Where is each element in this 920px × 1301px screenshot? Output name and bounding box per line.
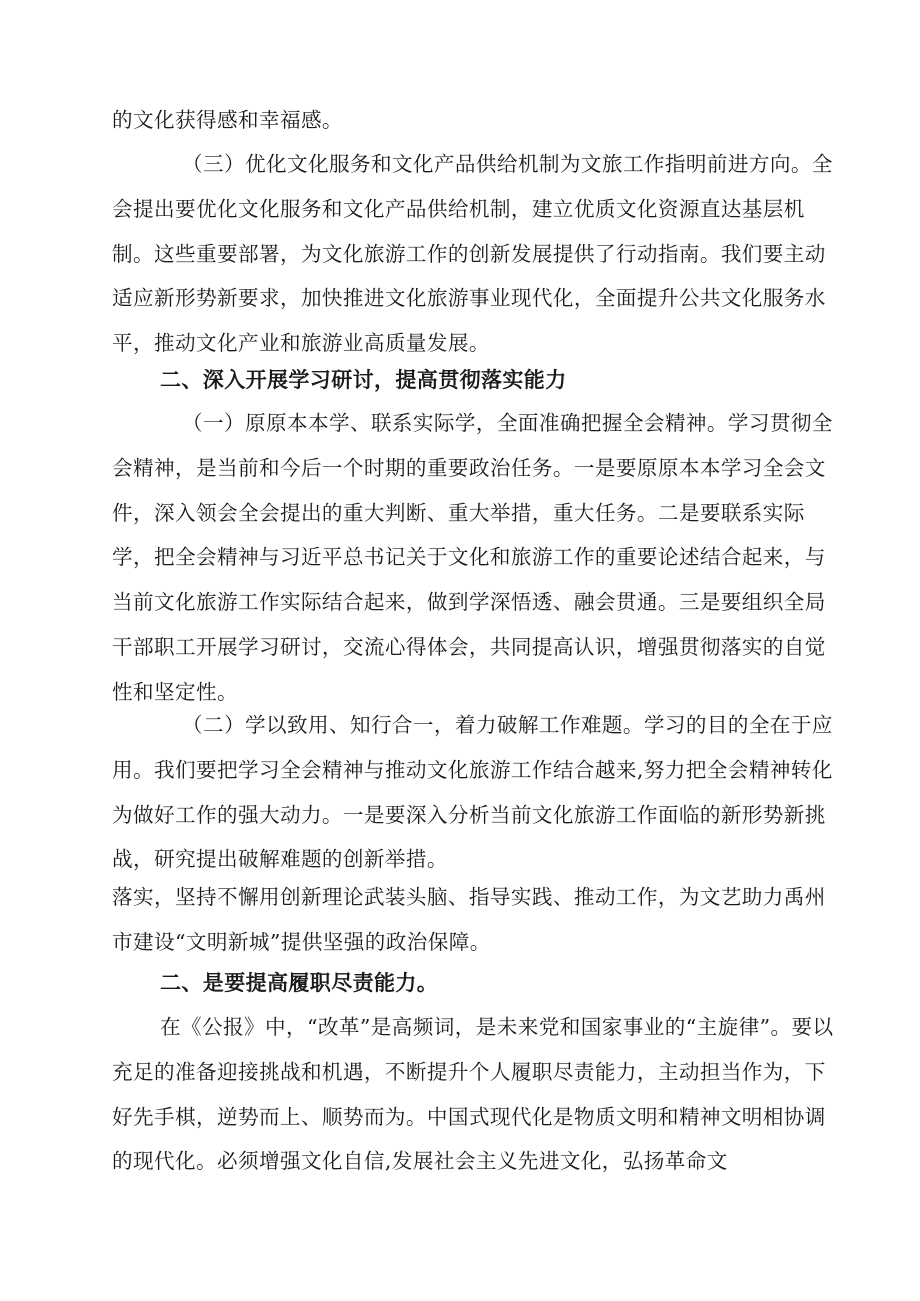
paragraph-subsection-2: （二）学以致用、知行合一，着力破解工作难题。学习的目的全在于应用。我们要把学习全会精神与推动文化旅游工作结合越来,努力把全会精神转化为做好工作的强大动力。一是要深入分析当前文化旅游工作面临的新形势新挑战，研究提出破解难题的创新举措。 — [112, 713, 833, 872]
paragraph-implementation: 落实，坚持不懈用创新理论武装头脑、指导实践、推动工作，为文艺助力禹州市建设“文明新城”提供坚强的政治保障。 — [112, 885, 826, 954]
section-heading-duty: 二、是要提高履职尽责能力。 — [160, 971, 439, 995]
paragraph-subsection-1: （一）原原本本学、联系实际学，全面准确把握全会精神。学习贯彻全会精神，是当前和今后一个时期的重要政治任务。一是要原原本本学习全会文件，深入领会全会提出的重大判断、重大举措，重大任务。二是要联系实际学，把全会精神与习近平总书记关于文化和旅游工作的重要论述结合起来，与当前文化旅游工作实际结合起来，做到学深悟透、融会贯通。三是要组织全局干部职工开展学习研讨，交流心得体会，共同提高认识，增强贯彻落实的自觉性和坚定性。 — [112, 411, 833, 704]
paragraph-continuation: 的文化获得感和幸福感。 — [112, 108, 343, 132]
paragraph-reform: 在《公报》中，“改革”是高频词，是未来党和国家事业的“主旋律”。要以充足的准备迎接挑战和机遇，不断提升个人履职尽责能力，主动担当作为，下好先手棋，逆势而上、顺势而为。中国式现代化是物质文明和精神文明相协调的现代化。必须增强文化自信,发展社会主义先进文化，弘扬革命文 — [112, 1015, 834, 1174]
paragraph-section-3: （三）优化文化服务和文化产品供给机制为文旅工作指明前进方向。全会提出要优化文化服务和文化产品供给机制，建立优质文化资源直达基层机制。这些重要部署，为文化旅游工作的创新发展提供了行动指南。我们要主动适应新形势新要求，加快推进文化旅游事业现代化，全面提升公共文化服务水平，推动文化产业和旅游业高质量发展。 — [112, 152, 833, 356]
section-heading-2: 二、深入开展学习研讨，提高贯彻落实能力 — [160, 368, 567, 392]
